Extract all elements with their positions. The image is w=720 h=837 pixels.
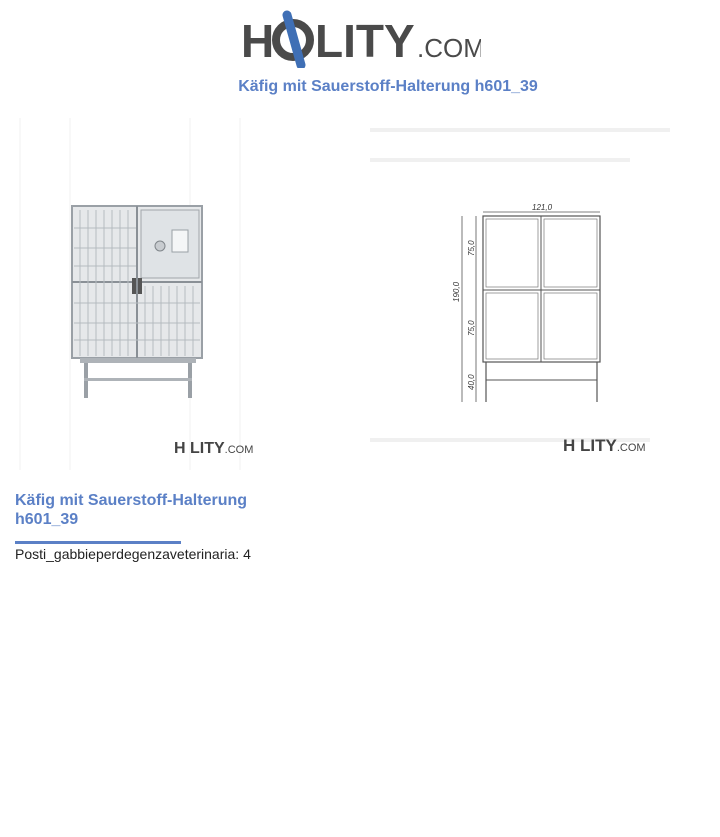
divider: [15, 541, 181, 544]
watermark-logo: H LITY.COM: [174, 440, 254, 457]
logo-o-icon: [276, 15, 310, 65]
svg-text:121,0: 121,0: [532, 203, 553, 212]
spec-value: 4: [243, 546, 251, 562]
product-photo[interactable]: [10, 118, 310, 470]
svg-text:75,0: 75,0: [467, 240, 476, 256]
technical-drawing[interactable]: [360, 118, 690, 470]
svg-text:H: H: [241, 15, 275, 67]
spec-label: Posti_gabbieperdegenzaveterinaria:: [15, 546, 240, 562]
spec-row: [15, 546, 251, 562]
dimension-drawing-image: [360, 118, 690, 470]
svg-text:40,0: 40,0: [467, 374, 476, 390]
cage-photo-image: [10, 118, 310, 470]
watermark-logo: H LITY.COM: [563, 436, 646, 455]
svg-text:LITY: LITY: [315, 15, 415, 67]
svg-text:75,0: 75,0: [467, 320, 476, 336]
holity-logo[interactable]: [241, 10, 481, 68]
holity-logo-graphic: [241, 10, 481, 68]
svg-text:190,0: 190,0: [452, 281, 461, 302]
page-title: Käfig mit Sauerstoff-Halterung h601_39: [238, 78, 538, 95]
product-title: Käfig mit Sauerstoff-Halterung h601_39: [15, 492, 248, 528]
svg-text:.COM: .COM: [417, 33, 481, 63]
